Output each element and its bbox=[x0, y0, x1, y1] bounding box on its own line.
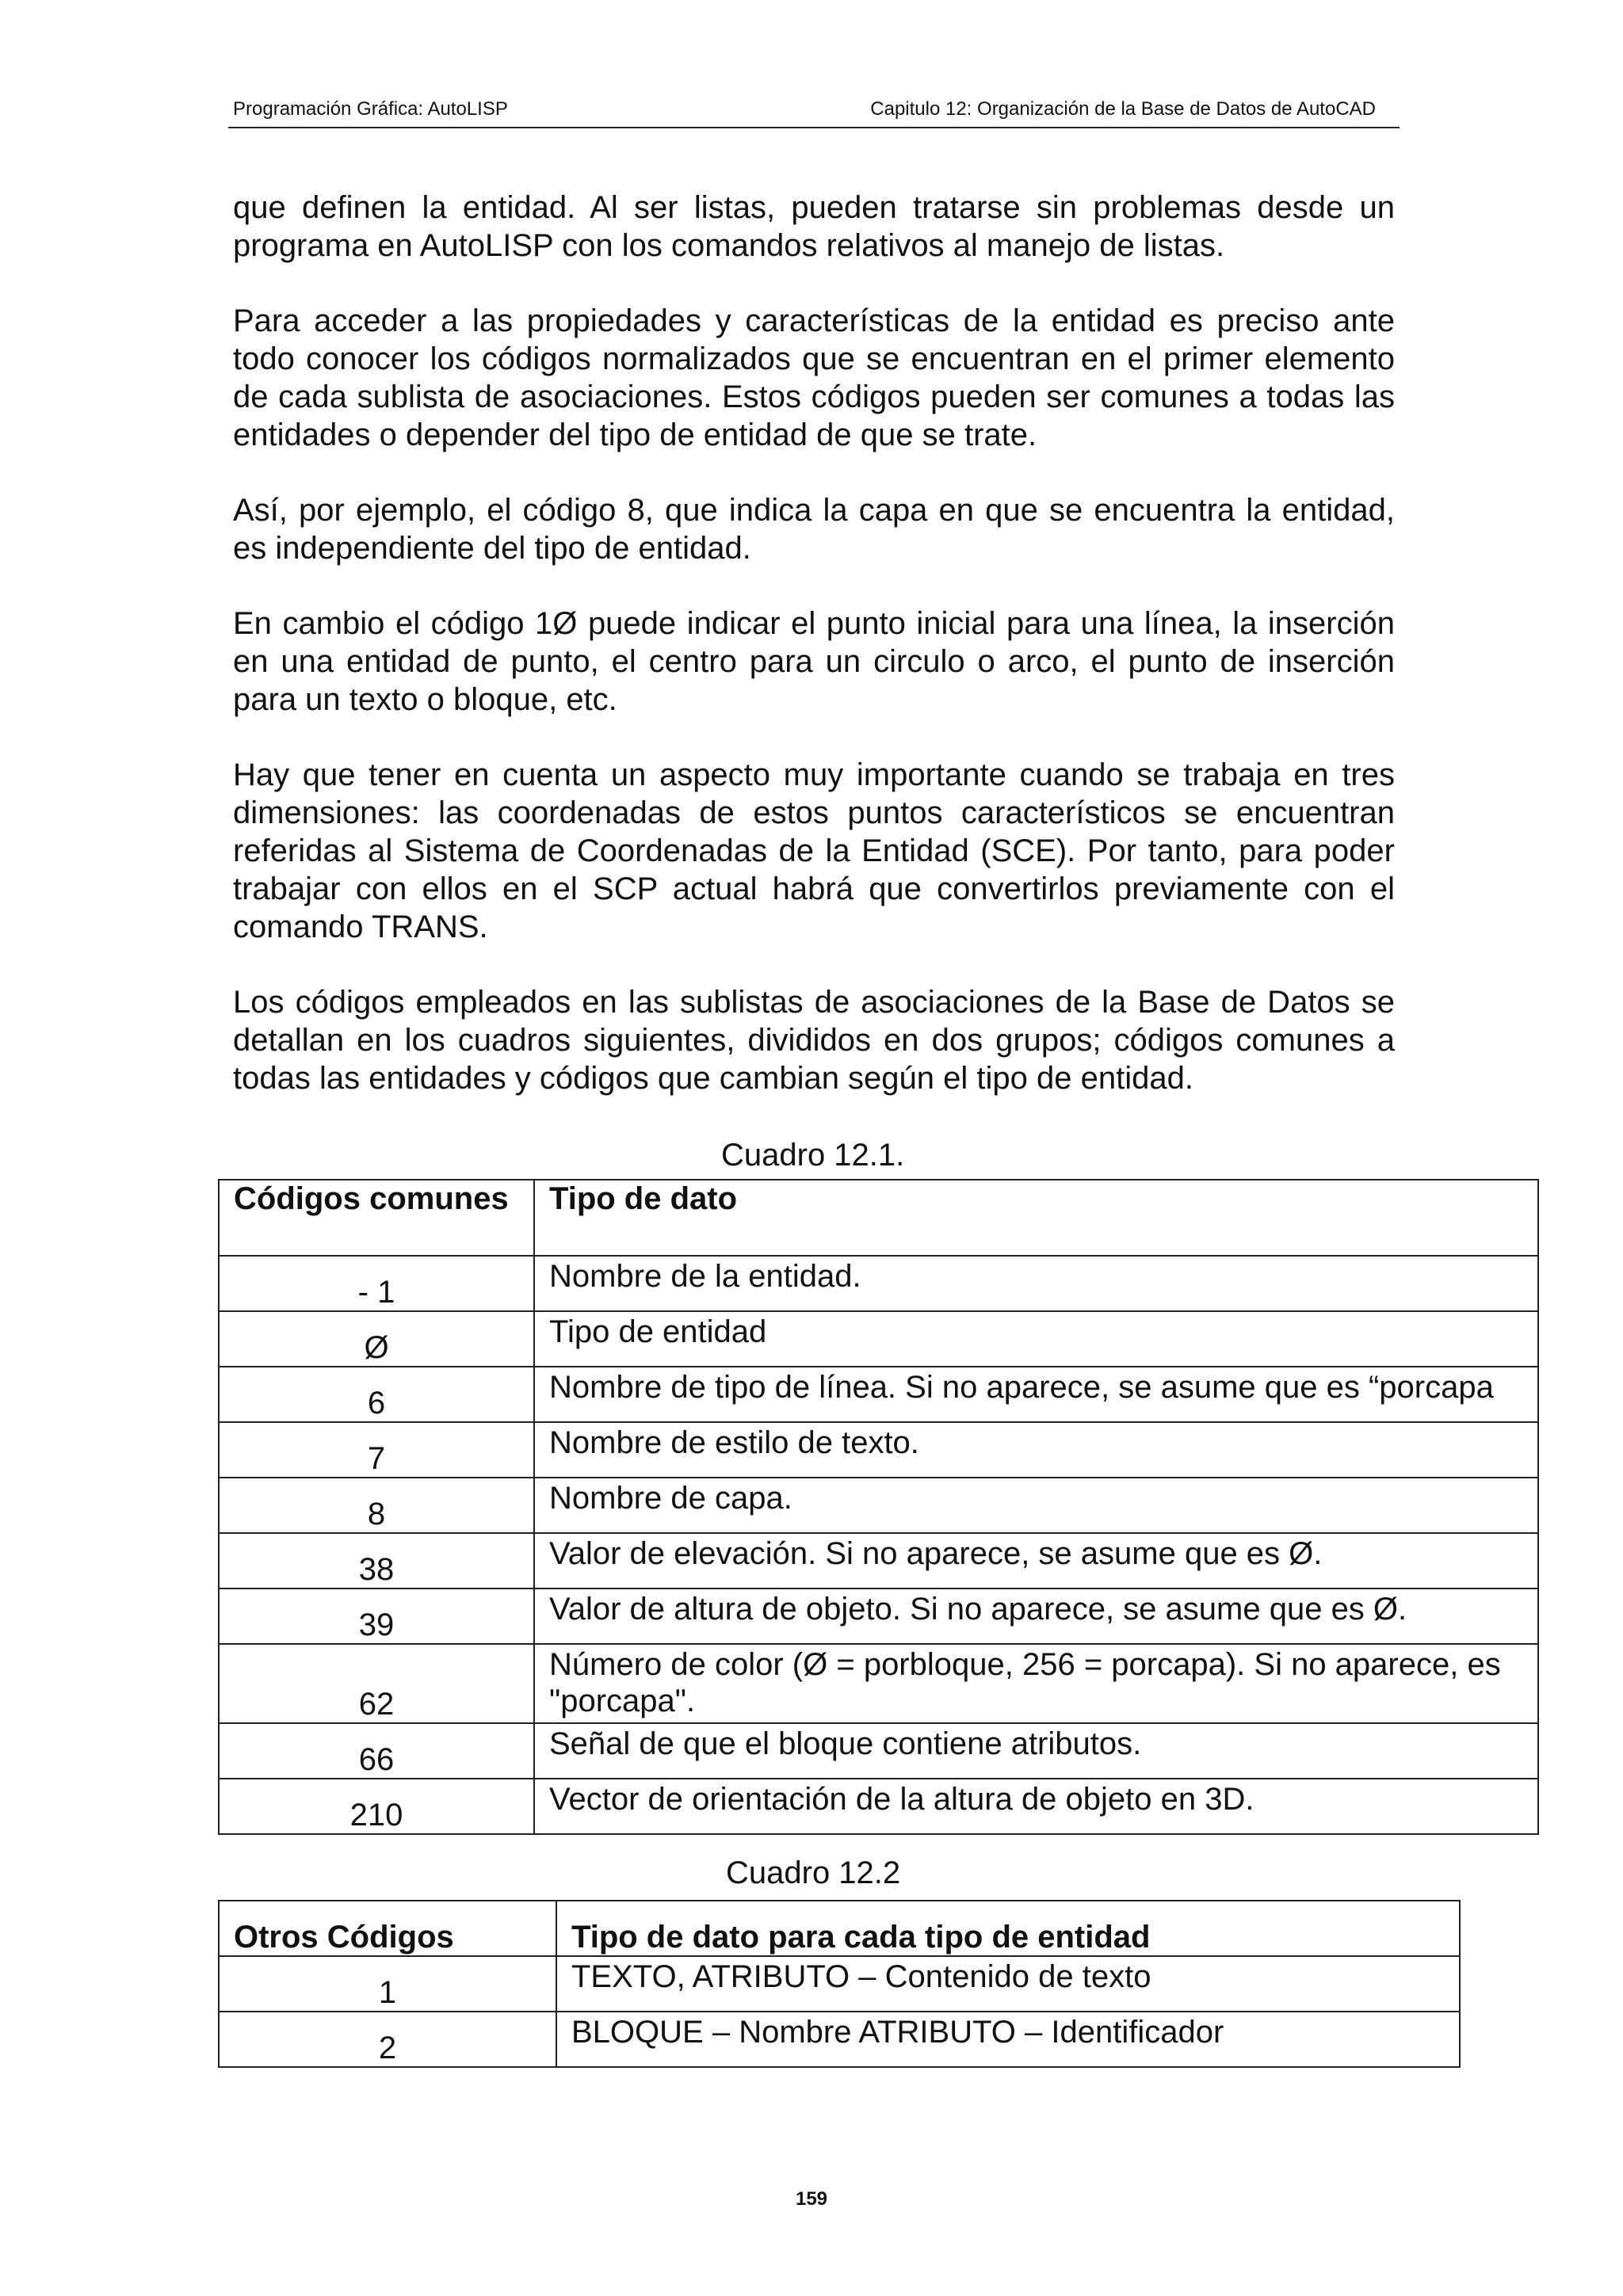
table-row bbox=[219, 1644, 1538, 1723]
description-cell: Valor de altura de objeto. Si no aparece, se asume que es Ø. bbox=[534, 1589, 1538, 1644]
table-row bbox=[219, 1311, 1538, 1367]
description-cell: Nombre de capa. bbox=[534, 1478, 1538, 1533]
column-header-data-type: Tipo de dato bbox=[534, 1180, 1538, 1256]
code-cell: 66 bbox=[219, 1723, 534, 1779]
description-cell: Vector de orientación de la altura de objeto en 3D. bbox=[534, 1779, 1538, 1834]
description-cell: Nombre de estilo de texto. bbox=[534, 1422, 1538, 1478]
column-header-codes: Códigos comunes bbox=[219, 1180, 534, 1256]
table-header-row bbox=[219, 1901, 1460, 1956]
table-row bbox=[219, 1956, 1460, 2012]
description-cell: Valor de elevación. Si no aparece, se asume que es Ø. bbox=[534, 1533, 1538, 1589]
code-cell: 8 bbox=[219, 1478, 534, 1533]
code-cell: 2 bbox=[219, 2012, 556, 2067]
header-chapter-title: Capitulo 12: Organización de la Base de Datos de AutoCAD bbox=[870, 98, 1376, 120]
code-cell: 7 bbox=[219, 1422, 534, 1478]
description-cell: Nombre de tipo de línea. Si no aparece, se asume que es “porcapa bbox=[534, 1367, 1538, 1422]
table-row bbox=[219, 1533, 1538, 1589]
paragraph: Hay que tener en cuenta un aspecto muy importante cuando se trabaja en tres dimensiones: las coordenadas de estos puntos característicos se encuentran referidas al Sistema de Coordenadas de la Entidad (SCE). Por tanto, para poder trabajar con ellos en el SCP actual habrá que convertirlos previamente con el comando TRANS. bbox=[233, 757, 1395, 944]
code-cell: 38 bbox=[219, 1533, 534, 1589]
table-row bbox=[219, 1367, 1538, 1422]
description-cell: BLOQUE – Nombre ATRIBUTO – Identificador bbox=[556, 2012, 1460, 2067]
body-text bbox=[233, 189, 1395, 1135]
description-cell: Número de color (Ø = porbloque, 256 = porcapa). Si no aparece, es "porcapa". bbox=[534, 1644, 1538, 1723]
code-cell: 1 bbox=[219, 1956, 556, 2012]
header-book-title: Programación Gráfica: AutoLISP bbox=[233, 98, 508, 120]
table1-caption: Cuadro 12.1. bbox=[721, 1138, 905, 1173]
common-codes-table bbox=[218, 1179, 1539, 1835]
paragraph: Para acceder a las propiedades y características de la entidad es preciso ante todo conocer los códigos normalizados que se encuentran en el primer elemento de cada sublista de asociaciones. Estos códigos pueden ser comunes a todas las entidades o depender del tipo de entidad de que se trate. bbox=[233, 303, 1395, 452]
table-row bbox=[219, 1723, 1538, 1779]
code-cell: 210 bbox=[219, 1779, 534, 1834]
description-cell: Nombre de la entidad. bbox=[534, 1256, 1538, 1311]
entity-codes-table bbox=[218, 1900, 1461, 2068]
table-row bbox=[219, 1422, 1538, 1478]
page-number: 159 bbox=[795, 2188, 828, 2210]
code-cell: Ø bbox=[219, 1311, 534, 1367]
table-row bbox=[219, 1779, 1538, 1834]
description-cell: Señal de que el bloque contiene atributos. bbox=[534, 1723, 1538, 1779]
paragraph: que definen la entidad. Al ser listas, pueden tratarse sin problemas desde un programa en AutoLISP con los comandos relativos al manejo de listas. bbox=[233, 190, 1395, 263]
code-cell: - 1 bbox=[219, 1256, 534, 1311]
code-cell: 6 bbox=[219, 1367, 534, 1422]
column-header-other-codes: Otros Códigos bbox=[219, 1901, 556, 1956]
column-header-entity-data-type: Tipo de dato para cada tipo de entidad bbox=[556, 1901, 1460, 1956]
code-cell: 62 bbox=[219, 1644, 534, 1723]
table2-caption: Cuadro 12.2 bbox=[726, 1855, 901, 1890]
paragraph: Así, por ejemplo, el código 8, que indica la capa en que se encuentra la entidad, es independiente del tipo de entidad. bbox=[233, 493, 1395, 566]
table-row bbox=[219, 1478, 1538, 1533]
table-row bbox=[219, 1256, 1538, 1311]
code-cell: 39 bbox=[219, 1589, 534, 1644]
page-header bbox=[228, 92, 1400, 128]
description-cell: Tipo de entidad bbox=[534, 1311, 1538, 1367]
table-row bbox=[219, 1589, 1538, 1644]
paragraph: Los códigos empleados en las sublistas de asociaciones de la Base de Datos se detallan en los cuadros siguientes, divididos en dos grupos; códigos comunes a todas las entidades y códigos que cambian según el tipo de entidad. bbox=[233, 985, 1395, 1096]
paragraph: En cambio el código 1Ø puede indicar el punto inicial para una línea, la inserción en una entidad de punto, el centro para un circulo o arco, el punto de inserción para un texto o bloque, etc. bbox=[233, 606, 1395, 717]
table-row bbox=[219, 2012, 1460, 2067]
description-cell: TEXTO, ATRIBUTO – Contenido de texto bbox=[556, 1956, 1460, 2012]
table-header-row bbox=[219, 1180, 1538, 1256]
